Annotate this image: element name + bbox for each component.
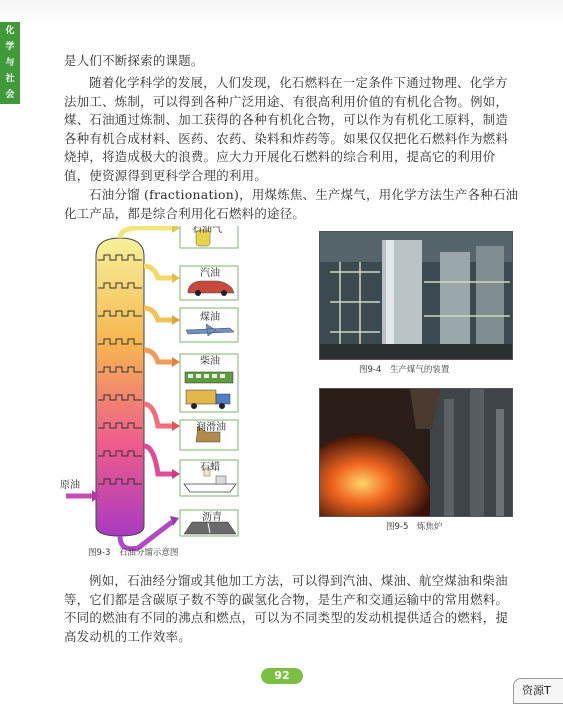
fig3-caption: 图9-3 石油分馏示意图 <box>88 548 179 558</box>
side-tab-char: 化 <box>5 26 15 36</box>
product-label-lubricant: 润滑油 <box>196 422 226 433</box>
fractionation-svg <box>58 226 308 562</box>
fig4-caption: 图9-4 生产煤气的装置 <box>359 365 450 375</box>
page-top-shade <box>0 0 563 22</box>
arrow-heads <box>170 226 180 526</box>
coke-oven-image <box>320 389 512 516</box>
truck-icon <box>186 390 216 404</box>
side-tab-char: 与 <box>5 58 15 68</box>
intro-text: 是人们不断探索的课题。 <box>64 53 204 68</box>
product-label-gasoline: 汽油 <box>200 268 220 279</box>
bottom-text: 例如，石油经分馏或其他加工方法，可以得到汽油、煤油、航空煤油和柴油等，它们都是含碳原子数不等的碳氢化合物，是生产和交通运输中的常用燃料。不同的燃油有不同的沸点和燃点，可以为不同类型的发动机提供适合的燃料，提高发动机的工作效率。 <box>64 573 509 644</box>
product-label-asphalt: 沥青 <box>202 512 222 523</box>
bottom-paragraph <box>64 572 520 646</box>
side-tab-char: 发 <box>5 106 15 116</box>
intro-paragraph <box>64 52 520 71</box>
side-tab-char: 学 <box>5 42 15 52</box>
product-label-diesel: 柴油 <box>200 356 220 367</box>
page-number: 92 <box>261 668 303 684</box>
fractionation-paragraph <box>64 186 520 223</box>
product-label-wax: 石蜡 <box>200 462 220 473</box>
fractionation-text: 石油分馏 (fractionation)，用煤炼焦、生产煤气，用化学方法生产各种石油化工产品，都是综合利用化石燃料的途径。 <box>64 187 519 221</box>
side-tab-char: 展 <box>5 122 15 132</box>
side-tab-char: 社 <box>5 74 15 84</box>
coke-oven-photo <box>319 388 513 517</box>
gas-plant-photo <box>319 231 513 360</box>
side-tab-char: 会 <box>5 90 15 100</box>
gas-plant-image <box>320 232 512 359</box>
product-label-gas: 石油气 <box>192 226 222 235</box>
product-label-kerosene: 煤油 <box>200 312 220 323</box>
main-paragraph <box>64 74 520 186</box>
fig5-caption: 图9-5 炼焦炉 <box>386 522 443 532</box>
feed-label: 原油 <box>60 480 80 491</box>
resource-tab[interactable]: 资源T <box>513 678 563 704</box>
fractionation-diagram <box>58 226 308 562</box>
chapter-side-tab <box>0 22 20 132</box>
ship-icon <box>184 484 236 492</box>
main-text: 随着化学科学的发展，人们发现，化石燃料在一定条件下通过物理、化学方法加工、炼制，可以得到各种广泛用途、有很高利用价值的有机化合物。例如，煤、石油通过炼制、加工获得的各种有机化合物，可以作为有机化工原料，制造各种有机合成材料、医药、农药、染料和炸药等。如果仅仅把化石燃料作为燃料烧掉，将造成极大的浪费。应大力开展化石燃料的综合利用，提高它的利用价值，使资源得到更科学合理的利用。 <box>64 75 509 183</box>
